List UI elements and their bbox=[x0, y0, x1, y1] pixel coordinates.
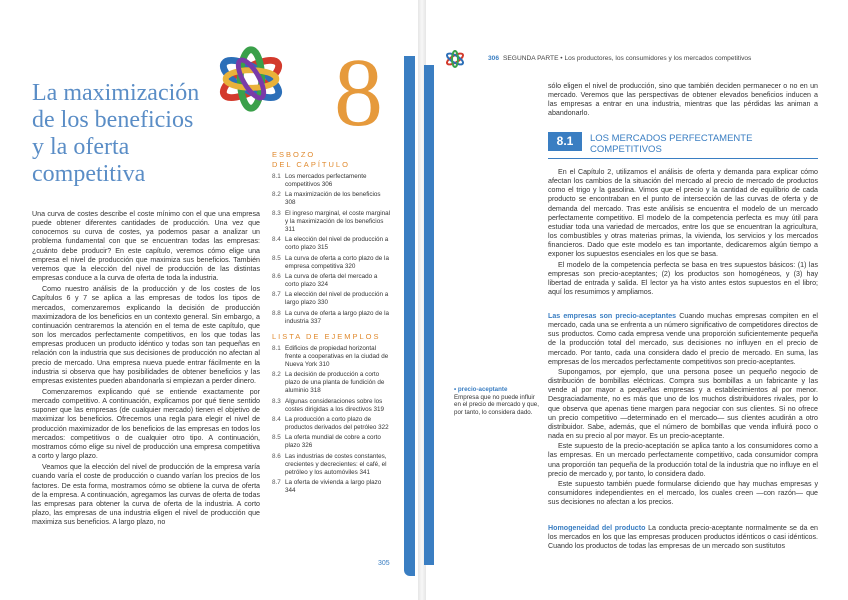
example-text: La oferta de vivienda a largo plazo 344 bbox=[285, 479, 382, 495]
outline-text: La elección del nivel de producción a corto plazo 315 bbox=[285, 236, 389, 252]
price-taker-block bbox=[548, 312, 818, 508]
outline-number: 8.3 bbox=[272, 209, 281, 217]
margin-definition bbox=[454, 386, 542, 416]
body-paragraph: Supongamos, por ejemplo, que una persona posee un pequeño negocio de distribución de bombillas eléctricas. Compra sus bombillas a un fabricante y las vende al por mayor a pequeñas empresas y a establecimientos al por menor. Desgraciadamente, no es más que uno de los muchos distribuidores rivales, por lo que observa que apenas tiene margen para negociar con sus clientes. Si no ofrece un precio competitivo —determinado en el mercado— sus clientes acudirán a otro distribuidor. Sabe, además, que el número de bombillas que venda influirá poco o nada en su precio al por mayor. Es un precio-aceptante. bbox=[548, 367, 818, 441]
outline-text: La curva de oferta a corto plazo de la empresa competitiva 320 bbox=[285, 254, 389, 270]
subsection-term: Las empresas son precio-aceptantes bbox=[548, 312, 677, 320]
examples-heading: LISTA DE EJEMPLOS bbox=[272, 331, 381, 341]
outline-text: La elección del nivel de producción a largo plazo 330 bbox=[285, 291, 389, 307]
example-text: Edificios de propiedad horizontal frente a cooperativas en la ciudad de Nueva York 310 bbox=[285, 344, 389, 368]
body-paragraph: En el Capítulo 2, utilizamos el análisis de oferta y demanda para explicar cómo afectan los cambios de la situación del mercado al precio de mercado de productos como el trigo y la gasolina. Vimos que el precio y la cantidad de equilibrio de cada producto se encontraban en el punto de intersección de las curvas de oferta y de demanda del mercado. Tras este análisis se encuentra el modelo de un mercado perfectamente competitivo. El modelo de la competencia perfecta es muy útil para estudiar toda una variedad de mercados, entre los que se encuentran la agricultura, los combustibles y otras materias primas, la vivienda, los servicios y los mercados financieros. Dado que este modelo es tan importante, dedicaremos algún tiempo a exponer los supuestos esenciales en los que se basa. bbox=[548, 168, 818, 259]
body-paragraph: Este supuesto de la precio-aceptación se aplica tanto a los consumidores como a las empresas. En un mercado perfectamente competitivo, cada consumidor compra una proporción tan pequeña de la producción total de la industria que no influye en el precio de mercado y, por tanto, lo considera dado. bbox=[548, 442, 818, 478]
example-number: 8.4 bbox=[272, 415, 281, 423]
section-number: 8.1 bbox=[548, 132, 582, 151]
chapter-title-line: de los beneficios bbox=[32, 107, 194, 133]
continued-text bbox=[548, 82, 818, 120]
intro-paragraph: Una curva de costes describe el coste mínimo con el que una empresa puede obtener diferentes cantidades de producción. Una vez que conocemos su curva de costes, ya podemos pasar a analizar un problema fundamental con que se encuentran todas las empresas: ¿cuánto debe producir? En este capítulo, veremos cómo elige una empresa el nivel de producción que maximiza sus beneficios. También veremos que la elección del nivel de producción de las distintas empresas conduce a la curva de oferta de toda la industria. bbox=[32, 210, 260, 283]
chapter-title-line: La maximización bbox=[32, 80, 200, 106]
outline-text: Los mercados perfectamente competitivos 306 bbox=[285, 173, 367, 188]
body-paragraph bbox=[548, 524, 818, 551]
body-paragraph: Este supuesto también puede formularse diciendo que hay muchas empresas y consumidores independientes en el mercado, los cuales creen —con razón— que sus decisiones no afectan a los precios. bbox=[548, 479, 818, 507]
outline-number: 8.1 bbox=[272, 173, 281, 180]
page-color-bar bbox=[424, 65, 434, 565]
running-head-page: 306 bbox=[488, 55, 500, 62]
subsection-text: La conducta precio-aceptante normalmente se da en los mercados en los que las empresas producen productos idénticos o casi idénticos. Cuando los productos de todas las empresas de un mercado son sustitutos bbox=[548, 524, 818, 551]
outline-number: 8.2 bbox=[272, 191, 281, 199]
example-number: 8.6 bbox=[272, 452, 281, 460]
outline-number: 8.4 bbox=[272, 236, 281, 244]
example-text: Las industrias de costes constantes, crecientes y decrecientes: el café, el petróleo y los automóviles 341 bbox=[285, 452, 387, 476]
outline-number: 8.8 bbox=[272, 309, 281, 317]
subsection-term: Homogeneidad del producto bbox=[548, 524, 646, 532]
intro-paragraph: Como nuestro análisis de la producción y de los costes de los Capítulos 6 y 7 se aplica a las empresas de todos los tipos de mercados, comenzaremos explicando la decisión de producción maximizadora de los beneficios en un contexto general. Sin embargo, a continuación centraremos la atención en el tema de este capítulo, que son los mercados perfectamente competitivos, en los que todas las empresas producen un producto idéntico y todas son tan pequeñas en relación con la industria que sus decisiones de producción no afectan al precio de mercado. Una empresa nueva puede entrar fácilmente en la industria si observa que hay posibilidades de obtener beneficios y las empresas existentes pueden abandonarla si empiezan a perder dinero. bbox=[32, 285, 260, 385]
example-text: Algunas consideraciones sobre los costes dirigidas a los directivos 319 bbox=[285, 397, 385, 413]
outline-text: El ingreso marginal, el coste marginal y la maximización de los beneficios 311 bbox=[285, 209, 390, 233]
section-title: LOS MERCADOS PERFECTAMENTE COMPETITIVOS bbox=[590, 133, 753, 155]
intro-paragraph: Veamos que la elección del nivel de producción de la empresa varía cuando varía el coste de producción o cuando varían los precios de los factores. De esta forma, mostramos cómo se obtiene la curva de oferta de la empresa. A continuación, agregamos las curvas de oferta de todas las empresas para obtener la curva de oferta de la industria. A corto plazo, las empresas de una industria eligen el nivel de producción que maximiza sus beneficios. A largo plazo, no bbox=[32, 463, 260, 527]
example-number: 8.1 bbox=[272, 344, 281, 352]
example-number: 8.5 bbox=[272, 434, 281, 442]
margin-text: Empresa que no puede influir en el precio de mercado y que, por tanto, lo considera dado. bbox=[454, 393, 539, 416]
outline-text: La curva de oferta a largo plazo de la industria 337 bbox=[285, 309, 389, 325]
outline-text: La curva de oferta del mercado a corto plazo 324 bbox=[285, 272, 378, 288]
section-rule bbox=[548, 158, 818, 159]
running-head bbox=[488, 55, 848, 62]
page-number: 305 bbox=[378, 560, 390, 567]
example-number: 8.7 bbox=[272, 479, 281, 487]
subsection-text: Cuando muchas empresas compiten en el mercado, cada una se enfrenta a un número significativo de competidores directos de sus productos. Como cada empresa vende una proporción suficientemente pequeña de la producción total del mercado, sus decisiones no influyen en el precio de mercado. Por tanto, cada una considera dado el precio de mercado. En suma, las empresas de los mercados perfectamente competitivos son precio-aceptantes. bbox=[548, 312, 818, 366]
running-head-text: SEGUNDA PARTE • Los productores, los consumidores y los mercados competitivos bbox=[503, 55, 752, 62]
outline-number: 8.7 bbox=[272, 291, 281, 299]
margin-term: • precio-aceptante bbox=[454, 386, 508, 393]
example-number: 8.3 bbox=[272, 397, 281, 405]
intro-paragraph: Comenzaremos explicando qué se entiende exactamente por mercado competitivo. A continuación, explicamos por qué tiene sentido suponer que las empresas (de cualquier mercado) tienen el objetivo de maximizar los beneficios. Ofrecemos una regla para elegir el nivel de producción maximizador de los beneficios de las empresas en todos los mercados: competitivos o de cualquier otro tipo. A continuación, mostramos cómo elige su nivel de producción una empresa competitiva a corto y largo plazo. bbox=[32, 387, 260, 461]
section-body bbox=[548, 168, 818, 298]
running-head-logo-icon bbox=[444, 50, 466, 68]
example-text: La producción a corto plazo de productos derivados del petróleo 322 bbox=[285, 415, 389, 431]
section-heading bbox=[548, 132, 818, 158]
body-paragraph: El modelo de la competencia perfecta se basa en tres supuestos básicos: (1) las empresas son precio-aceptantes; (2) los productos son homogéneos, y (3) hay libertad de entrada y salida. El lector ya ha visto antes estos supuestos en el libro; aquí los resumimos y ampliamos. bbox=[548, 260, 818, 297]
outline-text: La maximización de los beneficios 308 bbox=[285, 191, 381, 207]
outline-heading: DEL CAPÍTULO bbox=[272, 160, 350, 169]
example-number: 8.2 bbox=[272, 371, 281, 379]
outline-number: 8.6 bbox=[272, 272, 281, 280]
homogeneity-block bbox=[548, 524, 818, 552]
outline-heading: ESBOZO bbox=[272, 150, 316, 159]
chapter-title-line: y la oferta bbox=[32, 134, 130, 160]
body-paragraph bbox=[548, 312, 818, 367]
chapter-title-line: competitiva bbox=[32, 161, 146, 187]
chapter-number: 8 bbox=[334, 39, 383, 147]
example-text: La decisión de producción a corto plazo de una planta de fundición de aluminio 318 bbox=[285, 371, 385, 395]
body-paragraph: sólo eligen el nivel de producción, sino que también deciden permanecer o no en un mercado. Veremos que las perspectivas de obtener elevados beneficios inducen a las empresas a entrar en una industria, mientras que las pérdidas las animan a abandonarlo. bbox=[548, 82, 818, 118]
outline-number: 8.5 bbox=[272, 254, 281, 262]
example-text: La oferta mundial de cobre a corto plazo 326 bbox=[285, 434, 381, 450]
